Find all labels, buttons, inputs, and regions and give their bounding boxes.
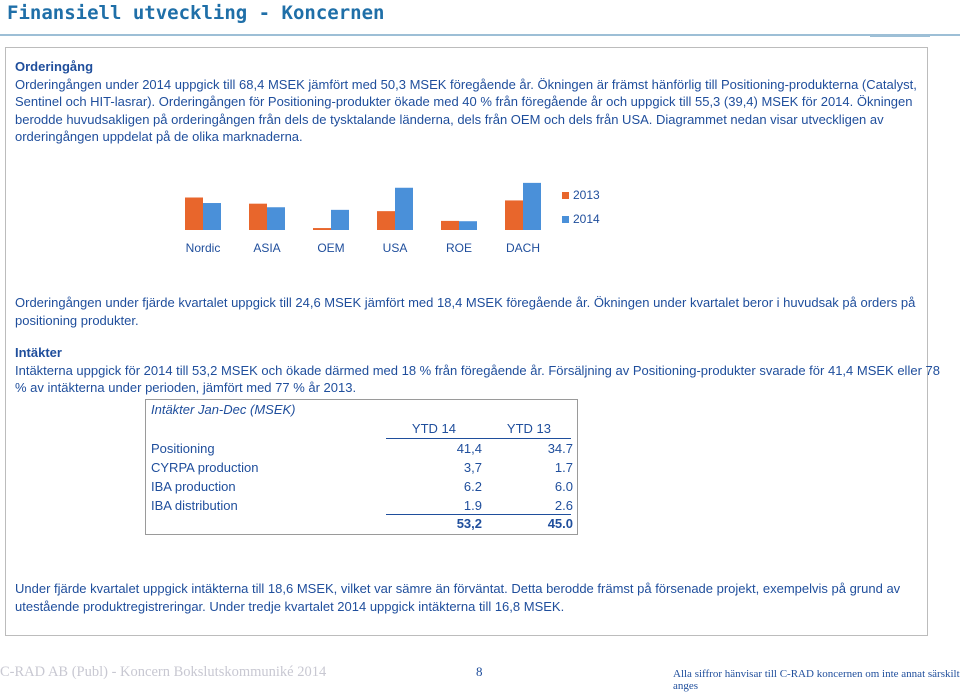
bar-roe-2014 — [459, 221, 477, 230]
category-label-asia: ASIA — [253, 241, 281, 255]
legend-swatch-2013 — [562, 192, 569, 199]
table-total-ytd13: 45.0 — [547, 516, 573, 531]
table-total-ytd14: 53,2 — [456, 516, 482, 531]
category-label-roe: ROE — [445, 241, 473, 255]
table-row-label: IBA production — [151, 479, 236, 494]
table-row-label: IBA distribution — [151, 498, 238, 513]
revenue-text-line-2: % av intäkterna under perioden, jämfört med 77 % år 2013. — [15, 380, 357, 395]
table-row-label: Positioning — [151, 441, 215, 456]
legend-label-2013: 2013 — [573, 188, 600, 202]
footer-note: Alla siffror hänvisar till C-RAD koncernen om inte annat särskilt anges — [673, 668, 960, 692]
orders-text-line-2: Sentinel och HIT-lasrar). Orderingången för Positioning-produkter ökade med 40 % från föregående år och uppgick till 55,3 (39,4) MSEK för 2014. Ökningen — [15, 94, 913, 109]
bar-asia-2013 — [249, 204, 267, 230]
bar-oem-2014 — [331, 210, 349, 230]
revenue-q4-line-2: utestående produktregistreringar. Under tredje kvartalet 2014 uppgick intäkterna till 16,8 MSEK. — [15, 598, 565, 614]
title-divider — [0, 34, 960, 36]
category-label-usa: USA — [382, 241, 408, 255]
page-title: Finansiell utveckling - Koncernen — [7, 2, 385, 24]
revenue-text-line-1: Intäkterna uppgick för 2014 till 53,2 MSEK och ökade därmed med 18 % från föregående år. Försäljning av Positioning-produkter svarade för 41,4 MSEK eller 78 — [15, 362, 940, 378]
bar-oem-2013 — [313, 228, 331, 230]
bar-nordic-2013 — [185, 198, 203, 231]
orders-text-line-1: Orderingången under 2014 uppgick till 68,4 MSEK jämfört med 50,3 MSEK föregående år. Ökningen är främst hänförlig till Positioning-produkterna (Catalyst, — [15, 76, 917, 92]
bar-asia-2014 — [267, 207, 285, 230]
table-total-rule — [386, 514, 571, 515]
table-header-rule — [386, 438, 571, 439]
legend-label-2014: 2014 — [573, 212, 600, 226]
table-row-ytd14: 3,7 — [463, 460, 482, 475]
table-row-ytd14: 6.2 — [463, 479, 482, 494]
orders-by-market-chart — [165, 172, 615, 287]
table-row-ytd13: 34.7 — [547, 441, 573, 456]
table-row-ytd14: 41,4 — [456, 441, 482, 456]
revenue-table — [145, 399, 578, 535]
table-row-ytd13: 6.0 — [554, 479, 573, 494]
legend-swatch-2014 — [562, 216, 569, 223]
bar-dach-2013 — [505, 200, 523, 230]
category-label-nordic: Nordic — [185, 241, 221, 255]
table-row-ytd13: 2.6 — [554, 498, 573, 513]
table-header-ytd13: YTD 13 — [506, 421, 551, 436]
category-label-oem: OEM — [317, 241, 345, 255]
bar-dach-2014 — [523, 183, 541, 230]
revenue-heading: Intäkter — [15, 345, 62, 360]
table-row-label: CYRPA production — [151, 460, 259, 475]
bar-nordic-2014 — [203, 203, 221, 230]
revenue-q4-line-1: Under fjärde kvartalet uppgick intäkterna till 18,6 MSEK, vilket var sämre än förväntat. Detta berodde främst på försenade projekt, exempelvis på grund av — [15, 581, 901, 596]
footer-document-title: C-RAD AB (Publ) - Koncern Bokslutskommuniké 2014 — [0, 664, 327, 680]
orders-q4-line-2: positioning produkter. — [15, 312, 139, 328]
orders-text-line-3: berodde huvudsakligen på orderingången från dels de tysktalande länderna, dels från OEM och dels från USA. Diagrammet nedan visar utveckligen av — [15, 111, 884, 127]
table-row-ytd14: 1.9 — [463, 498, 482, 513]
orders-q4-line-1: Orderingången under fjärde kvartalet uppgick till 24,6 MSEK jämfört med 18,4 MSEK föregående år. Ökningen under kvartalet beror i huvudsak på orders på — [15, 295, 916, 310]
footer-page-number: 8 — [476, 664, 483, 679]
bar-roe-2013 — [441, 221, 459, 230]
orders-heading: Orderingång — [15, 59, 94, 74]
title-divider-accent — [870, 36, 930, 37]
table-title: Intäkter Jan-Dec (MSEK) — [151, 402, 296, 417]
table-header-ytd14: YTD 14 — [411, 421, 456, 436]
orders-text-line-4: orderingången uppdelat på de olika marknaderna. — [15, 129, 303, 144]
table-row-ytd13: 1.7 — [554, 460, 573, 475]
category-label-dach: DACH — [505, 241, 541, 255]
bar-usa-2013 — [377, 211, 395, 230]
bar-usa-2014 — [395, 188, 413, 230]
